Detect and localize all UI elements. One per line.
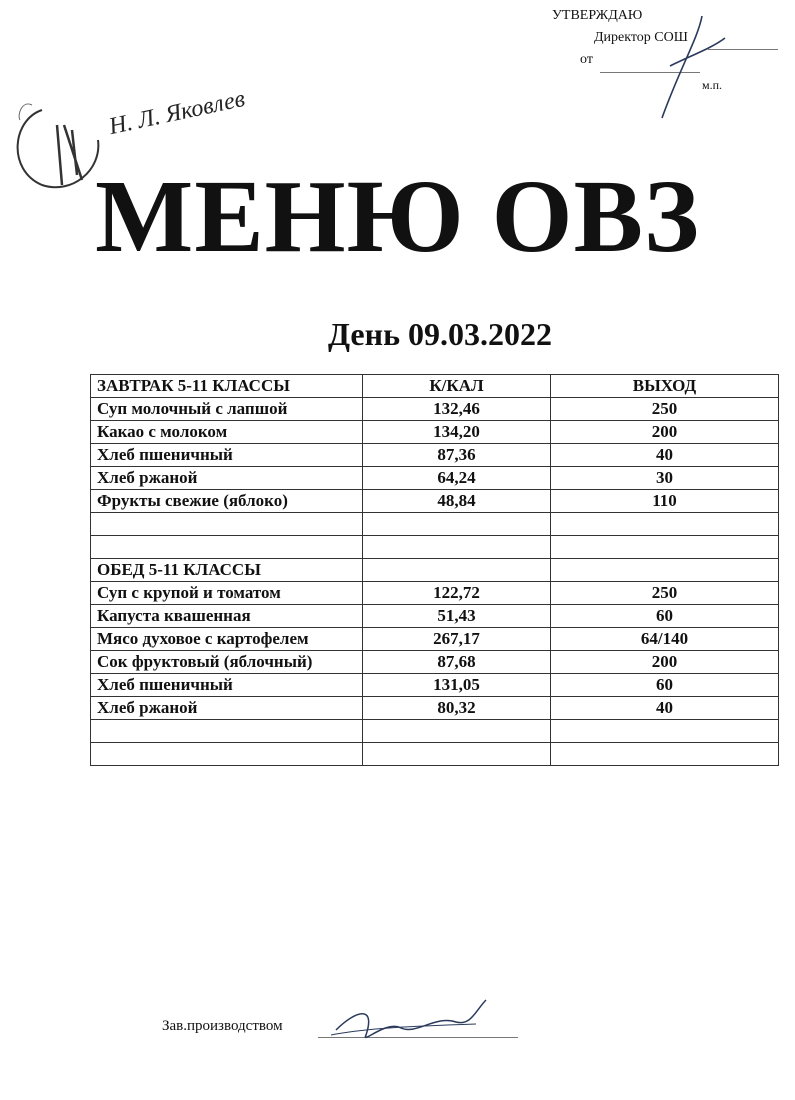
dish-name-cell: Хлеб ржаной [91, 697, 363, 720]
table-row [91, 444, 779, 467]
approval-position-text: Директор СОШ [594, 30, 688, 45]
dish-output-cell: 200 [551, 421, 779, 444]
empty-row [91, 720, 779, 743]
menu-table [90, 374, 779, 766]
empty-cell [551, 720, 779, 743]
dish-kcal-cell: 51,43 [363, 605, 551, 628]
empty-cell [551, 513, 779, 536]
table-row [91, 674, 779, 697]
dish-name-cell: Фрукты свежие (яблоко) [91, 490, 363, 513]
dish-output-cell: 64/140 [551, 628, 779, 651]
dish-kcal-cell: 134,20 [363, 421, 551, 444]
empty-cell [551, 559, 779, 582]
approval-approved-text: УТВЕРЖДАЮ [552, 8, 643, 23]
empty-row [91, 536, 779, 559]
dish-kcal-cell: 87,68 [363, 651, 551, 674]
empty-cell [91, 513, 363, 536]
page-title: МЕНЮ ОВЗ [95, 159, 700, 274]
lunch-header-cell: ОБЕД 5-11 КЛАССЫ [91, 559, 363, 582]
empty-cell [363, 743, 551, 766]
dish-kcal-cell: 64,24 [363, 467, 551, 490]
table-row [91, 467, 779, 490]
dish-name-cell: Сок фруктовый (яблочный) [91, 651, 363, 674]
dish-name-cell: Капуста квашенная [91, 605, 363, 628]
dish-name-cell: Хлеб пшеничный [91, 674, 363, 697]
manager-signature-icon [326, 990, 496, 1052]
dish-output-cell: 30 [551, 467, 779, 490]
handwritten-name: Н. Л. Яковлев [106, 85, 248, 141]
dish-output-cell: 60 [551, 674, 779, 697]
table-row [91, 421, 779, 444]
approval-stamp-place: м.п. [702, 78, 723, 92]
dish-name-cell: Какао с молоком [91, 421, 363, 444]
dish-kcal-cell: 80,32 [363, 697, 551, 720]
empty-row [91, 513, 779, 536]
table-row [91, 582, 779, 605]
dish-output-cell: 200 [551, 651, 779, 674]
director-signature-icon [640, 8, 730, 123]
dish-output-cell: 40 [551, 444, 779, 467]
empty-cell [363, 720, 551, 743]
empty-cell [551, 536, 779, 559]
table-row [91, 605, 779, 628]
header-kcal-cell: К/КАЛ [363, 375, 551, 398]
empty-cell [363, 536, 551, 559]
dish-output-cell: 60 [551, 605, 779, 628]
empty-cell [551, 743, 779, 766]
dish-output-cell: 110 [551, 490, 779, 513]
dish-output-cell: 250 [551, 398, 779, 421]
dish-output-cell: 40 [551, 697, 779, 720]
day-label: День 09.03.2022 [328, 316, 552, 352]
header-output-cell: ВЫХОД [551, 375, 779, 398]
table-row [91, 628, 779, 651]
dish-kcal-cell: 122,72 [363, 582, 551, 605]
empty-cell [363, 513, 551, 536]
dish-name-cell: Хлеб ржаной [91, 467, 363, 490]
table-row [91, 697, 779, 720]
dish-kcal-cell: 87,36 [363, 444, 551, 467]
table-row [91, 490, 779, 513]
table-row [91, 651, 779, 674]
dish-output-cell: 250 [551, 582, 779, 605]
dish-kcal-cell: 267,17 [363, 628, 551, 651]
lunch-header-row [91, 559, 779, 582]
dish-name-cell: Хлеб пшеничный [91, 444, 363, 467]
empty-cell [91, 743, 363, 766]
dish-kcal-cell: 48,84 [363, 490, 551, 513]
header-meal-cell: ЗАВТРАК 5-11 КЛАССЫ [91, 375, 363, 398]
dish-name-cell: Суп молочный с лапшой [91, 398, 363, 421]
dish-kcal-cell: 132,46 [363, 398, 551, 421]
table-header-row [91, 375, 779, 398]
empty-cell [363, 559, 551, 582]
dish-kcal-cell: 131,05 [363, 674, 551, 697]
footer-label: Зав.производством [162, 1018, 283, 1034]
empty-row [91, 743, 779, 766]
dish-name-cell: Мясо духовое с картофелем [91, 628, 363, 651]
empty-cell [91, 536, 363, 559]
empty-cell [91, 720, 363, 743]
table-row [91, 398, 779, 421]
approval-date-prefix: от [580, 52, 593, 67]
dish-name-cell: Суп с крупой и томатом [91, 582, 363, 605]
